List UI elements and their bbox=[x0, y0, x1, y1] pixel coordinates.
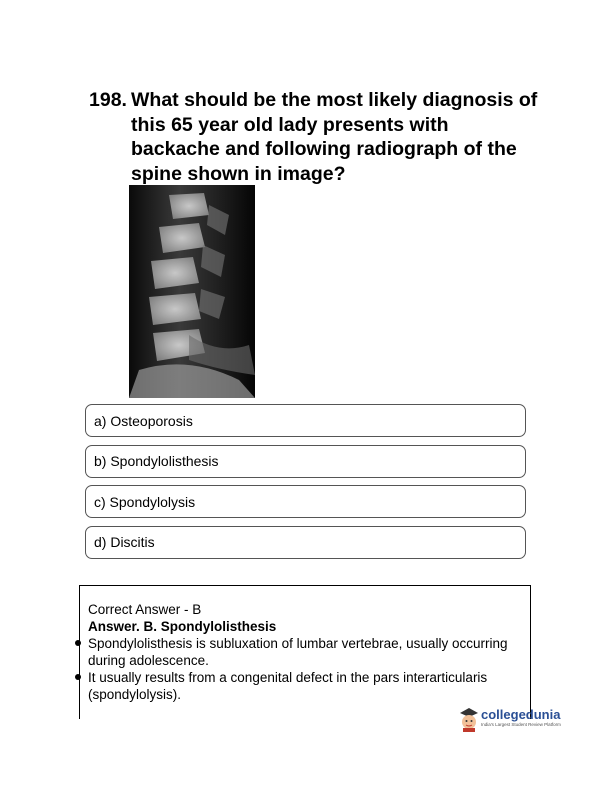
logo-name: collegedunia bbox=[481, 707, 561, 722]
logo-tagline: India's Largest Student Review Platform bbox=[481, 722, 561, 727]
explanation-bullet-1-text: Spondylolisthesis is subluxation of lumbar vertebrae, usually occurring during adolescence. bbox=[88, 636, 508, 668]
explanation-bullet-2 bbox=[88, 669, 528, 703]
explanation-bullet-1 bbox=[88, 635, 528, 669]
answer-line: Answer. B. Spondylolisthesis bbox=[88, 619, 277, 634]
explanation-bullet-2-text: It usually results from a congenital defect in the pars interarticularis (spondylolysis). bbox=[88, 670, 488, 702]
option-d-label: d) Discitis bbox=[94, 534, 155, 550]
option-d[interactable] bbox=[85, 526, 526, 559]
option-b[interactable] bbox=[85, 445, 526, 478]
question-text: What should be the most likely diagnosis of this 65 year old lady presents with backache and following radiograph of the spine shown in image? bbox=[131, 89, 538, 185]
graduate-mascot-icon bbox=[458, 706, 480, 732]
option-b-label: b) Spondylolisthesis bbox=[94, 453, 219, 469]
answer-content bbox=[88, 601, 528, 703]
option-c[interactable] bbox=[85, 485, 526, 518]
question-number: 198. bbox=[89, 89, 127, 111]
question bbox=[89, 88, 539, 186]
spine-radiograph-image bbox=[129, 185, 255, 398]
option-c-label: c) Spondylolysis bbox=[94, 493, 196, 510]
bullet-dot-icon bbox=[75, 674, 81, 680]
option-a-label: a) Osteoporosis bbox=[94, 412, 193, 429]
bullet-dot-icon bbox=[75, 640, 81, 646]
correct-answer-line: Correct Answer - B bbox=[88, 602, 202, 617]
spine-radiograph bbox=[129, 185, 255, 398]
collegedunia-logo bbox=[458, 706, 568, 738]
option-a[interactable] bbox=[85, 404, 526, 437]
options-list bbox=[85, 404, 526, 566]
